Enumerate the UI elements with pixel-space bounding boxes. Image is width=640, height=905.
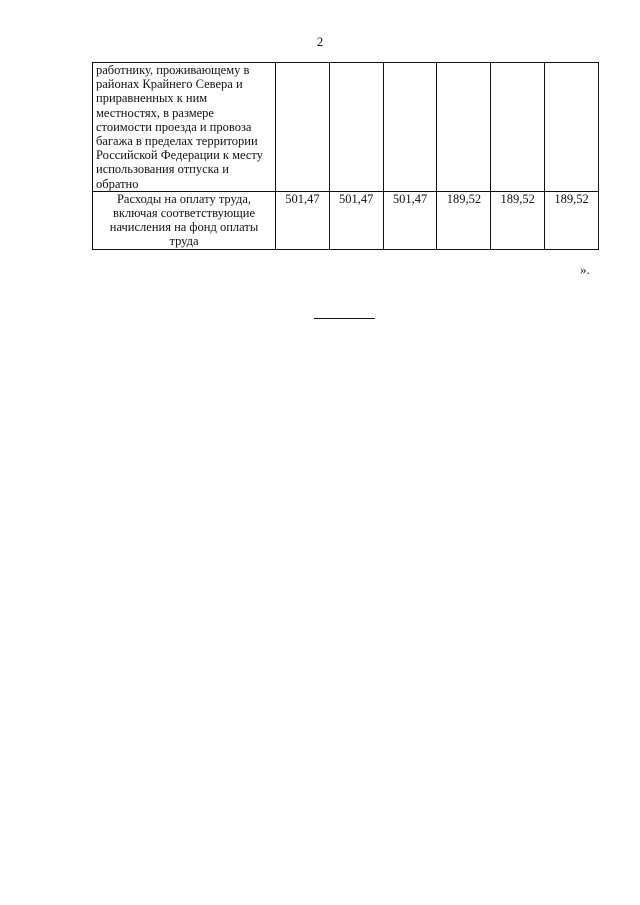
table-row [93,191,599,249]
row-label: Расходы на оплату труда, включая соответствующие начисления на фонд оплаты труда [93,191,276,249]
closing-quote: ». [580,262,590,277]
table-cell [491,63,545,192]
table-cell [383,63,437,192]
table-cell [437,63,491,192]
expense-table [92,62,599,250]
table-cell: 189,52 [491,191,545,249]
table-cell: 189,52 [437,191,491,249]
table-cell [545,63,599,192]
end-divider [314,318,375,319]
table-cell: 501,47 [276,191,330,249]
table-row [93,63,599,192]
row-label: работнику, проживающему в районах Крайнего Севера и приравненных к ним местностях, в размере стоимости проезда и провоза багажа в пределах территории Российской Федерации к месту использования отпуска и обратно [93,63,276,192]
table-cell: 189,52 [545,191,599,249]
table-cell: 501,47 [383,191,437,249]
table-cell [329,63,383,192]
page-number: 2 [316,34,324,49]
table-cell: 501,47 [329,191,383,249]
table-cell [276,63,330,192]
